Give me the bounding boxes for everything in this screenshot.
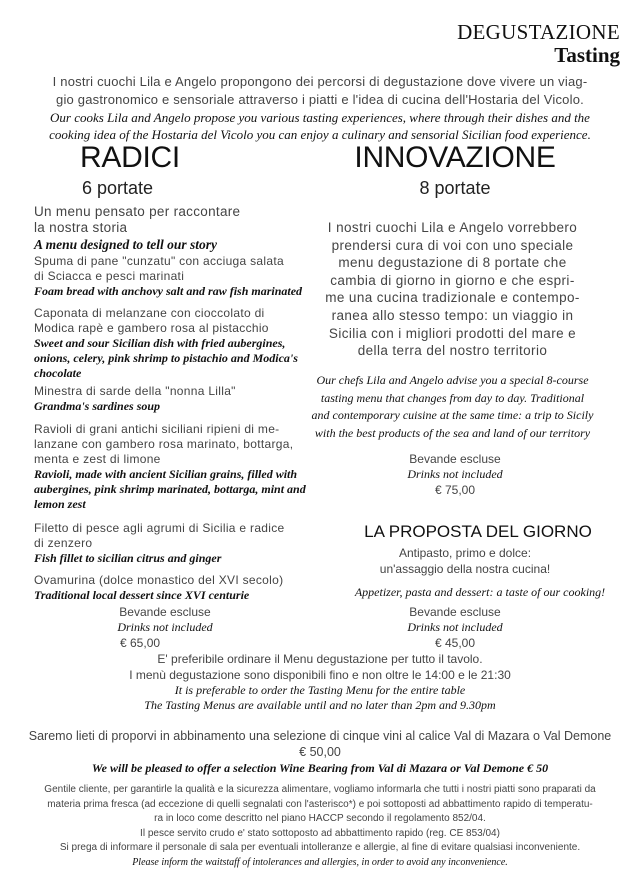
dish-it-line: Caponata di melanzane con cioccolato di bbox=[34, 306, 265, 320]
intro-en-line: Our cooks Lila and Angelo propose you various tasting experiences, where through their dishes and the bbox=[50, 110, 590, 125]
radici-price: € 65,00 bbox=[120, 636, 161, 650]
dish-it-line: Spuma di pane "cunzatu" con acciuga salata bbox=[34, 254, 284, 268]
dish bbox=[34, 521, 324, 566]
desc-line: Sicilia con i migliori prodotti del mare e bbox=[328, 325, 577, 341]
proposta-it-line: un'assaggio della nostra cucina! bbox=[379, 562, 551, 576]
desc-en-line: tasting menu that changes from day to day. Traditional bbox=[320, 390, 585, 405]
intro-it-line: gio gastronomico e sensoriale attraverso i piatti e l'idea di cucina dell'Hostaria del Vicolo. bbox=[56, 92, 584, 107]
dish-en-line: Grandma's sardines soup bbox=[34, 399, 161, 413]
radici-story bbox=[34, 204, 324, 253]
allergy-footer bbox=[0, 783, 640, 870]
dish-it-line: lanzane con gambero rosa marinato, bottarga, bbox=[34, 437, 294, 451]
footer-line: Il pesce servito crudo e' stato sottoposto ad abbattimento rapido (reg. CE 853/04) bbox=[140, 827, 500, 839]
proposta-price-block bbox=[400, 604, 510, 651]
dish-en-line: Sweet and sour Sicilian dish with fried aubergines, bbox=[34, 336, 286, 350]
dish-it-line: Minestra di sarde della "nonna Lilla" bbox=[34, 384, 236, 398]
story-it-line: la nostra storia bbox=[34, 220, 128, 235]
wine-price: € 50,00 bbox=[299, 745, 341, 759]
proposta-heading: LA PROPOSTA DEL GIORNO bbox=[364, 522, 592, 541]
desc-line: prendersi cura di voi con uno speciale bbox=[331, 237, 574, 253]
innovazione-price-block bbox=[400, 451, 510, 498]
drinks-not-included: Drinks not included bbox=[407, 467, 503, 481]
intro-en-line: cooking idea of the Hostaria del Vicolo you can enjoy a culinary and sensorial Sicilian food experience. bbox=[49, 127, 591, 142]
dish-it-line: Filetto di pesce agli agrumi di Sicilia e radice bbox=[34, 521, 285, 535]
footer-line: ra in loco come descritto nel piano HACCP secondo il regolamento 852/04. bbox=[154, 813, 486, 824]
radici-courses: 6 portate bbox=[82, 178, 154, 198]
page-title: DEGUSTAZIONE bbox=[457, 20, 620, 44]
story-en: A menu designed to tell our story bbox=[34, 237, 218, 252]
innovazione-price: € 75,00 bbox=[434, 483, 476, 497]
page-subtitle: Tasting bbox=[554, 43, 620, 67]
footer-line: Gentile cliente, per garantirle la qualità e la sicurezza alimentare, vogliamo informarla che tutti i nostri piatti sono praparati da bbox=[44, 784, 596, 795]
desc-line: I nostri cuochi Lila e Angelo vorrebbero bbox=[327, 220, 578, 235]
innovazione-description-en bbox=[300, 372, 605, 442]
desc-en-line: and contemporary cuisine at the same time: a trip to Sicily bbox=[311, 408, 594, 422]
story-it-line: Un menu pensato per raccontare bbox=[34, 204, 241, 219]
dish-en-line: lemon zest bbox=[34, 497, 86, 511]
note-it-line: E' preferibile ordinare il Menu degustazione per tutto il tavolo. bbox=[157, 652, 483, 666]
dish-it-line: Ovamurina (dolce monastico del XVI secolo) bbox=[34, 573, 284, 587]
note-en-line: It is preferable to order the Tasting Menu for the entire table bbox=[174, 683, 466, 697]
dish bbox=[34, 306, 324, 381]
desc-line: ranea allo stesso tempo: un viaggio in bbox=[331, 307, 574, 323]
dish-it-line: di Sciacca e pesci marinati bbox=[34, 269, 185, 283]
desc-line: me una cucina tradizionale e contempo- bbox=[325, 290, 580, 306]
innovazione-description bbox=[300, 219, 605, 360]
desc-line: menu degustazione di 8 portate che bbox=[338, 255, 567, 271]
dish bbox=[34, 573, 324, 603]
note-en-line: The Tasting Menus are available until and no later than 2pm and 9.30pm bbox=[144, 698, 496, 712]
dish-en-line: Ravioli, made with ancient Sicilian grains, filled with bbox=[34, 467, 298, 481]
wine-en: We will be pleased to offer a selection Wine Bearing from Val di Mazara or Val Demone € 50 bbox=[91, 761, 549, 775]
tasting-notes bbox=[0, 651, 640, 713]
dish bbox=[34, 254, 324, 299]
proposta-it-line: Antipasto, primo e dolce: bbox=[398, 546, 532, 560]
wine-pairing bbox=[0, 728, 640, 776]
dish-en-line: Foam bread with anchovy salt and raw fish marinated bbox=[34, 284, 303, 298]
desc-en-line: with the best products of the sea and land of our territory bbox=[314, 425, 591, 440]
dish-it-line: Modica rapè e gambero rosa al pistacchio bbox=[34, 321, 269, 335]
drinks-excluded: Bevande escluse bbox=[409, 452, 501, 466]
dish-it-line: menta e zest di limone bbox=[34, 452, 161, 466]
footer-line: Si prega di informare il personale di sala per eventuali intolleranze e allergie, al fine di evitare qualsiasi inconveniente. bbox=[59, 842, 581, 853]
proposta-description bbox=[330, 545, 630, 600]
drinks-excluded: Bevande escluse bbox=[409, 605, 501, 619]
footer-line: materia prima fresca (ad eccezione di quelli segnalati con l'asterisco*) e poi sottoposti ad abbattimento rapido di temperatu- bbox=[47, 798, 593, 810]
drinks-excluded: Bevande escluse bbox=[119, 605, 211, 619]
dish-en-line: Traditional local dessert since XVI centurie bbox=[34, 588, 250, 602]
radici-price-block bbox=[110, 604, 220, 651]
desc-en-line: Our chefs Lila and Angelo advise you a special 8-course bbox=[316, 373, 589, 387]
innovazione-heading: INNOVAZIONE bbox=[354, 141, 556, 174]
dish-en-line: aubergines, pink shrimp marinated, bottarga, mint and bbox=[34, 482, 306, 496]
intro-it-line: I nostri cuochi Lila e Angelo propongono dei percorsi di degustazione dove vivere un viag- bbox=[52, 74, 588, 89]
dish-it-line: Ravioli di grani antichi siciliani ripieni di me- bbox=[34, 422, 280, 436]
wine-it: Saremo lieti di proporvi in abbinamento una selezione di cinque vini al calice Val di Mazara o Val Demone bbox=[28, 729, 612, 743]
footer-en: Please inform the waitstaff of intolerances and allergies, in order to avoid any inconvenience. bbox=[132, 856, 508, 868]
intro bbox=[0, 73, 640, 143]
desc-line: della terra del nostro territorio bbox=[357, 343, 548, 359]
dish-it-line: di zenzero bbox=[34, 536, 93, 550]
innovazione-courses: 8 portate bbox=[419, 178, 491, 198]
radici-heading: RADICI bbox=[80, 141, 180, 174]
note-it-line: I menù degustazione sono disponibili fino e non oltre le 14:00 e le 21:30 bbox=[129, 668, 511, 682]
dish bbox=[34, 422, 324, 512]
drinks-not-included: Drinks not included bbox=[407, 620, 503, 634]
dish bbox=[34, 384, 324, 414]
proposta-price: € 45,00 bbox=[434, 636, 476, 650]
dish-en-line: chocolate bbox=[34, 366, 82, 380]
dish-en-line: Fish fillet to sicilian citrus and ginger bbox=[34, 551, 222, 565]
dish-en-line: onions, celery, pink shrimp to pistachio and Modica's bbox=[34, 351, 298, 365]
proposta-en: Appetizer, pasta and dessert: a taste of our cooking! bbox=[354, 585, 606, 599]
drinks-not-included: Drinks not included bbox=[117, 620, 213, 634]
desc-line: cambia di giorno in giorno e che espri- bbox=[330, 272, 575, 288]
